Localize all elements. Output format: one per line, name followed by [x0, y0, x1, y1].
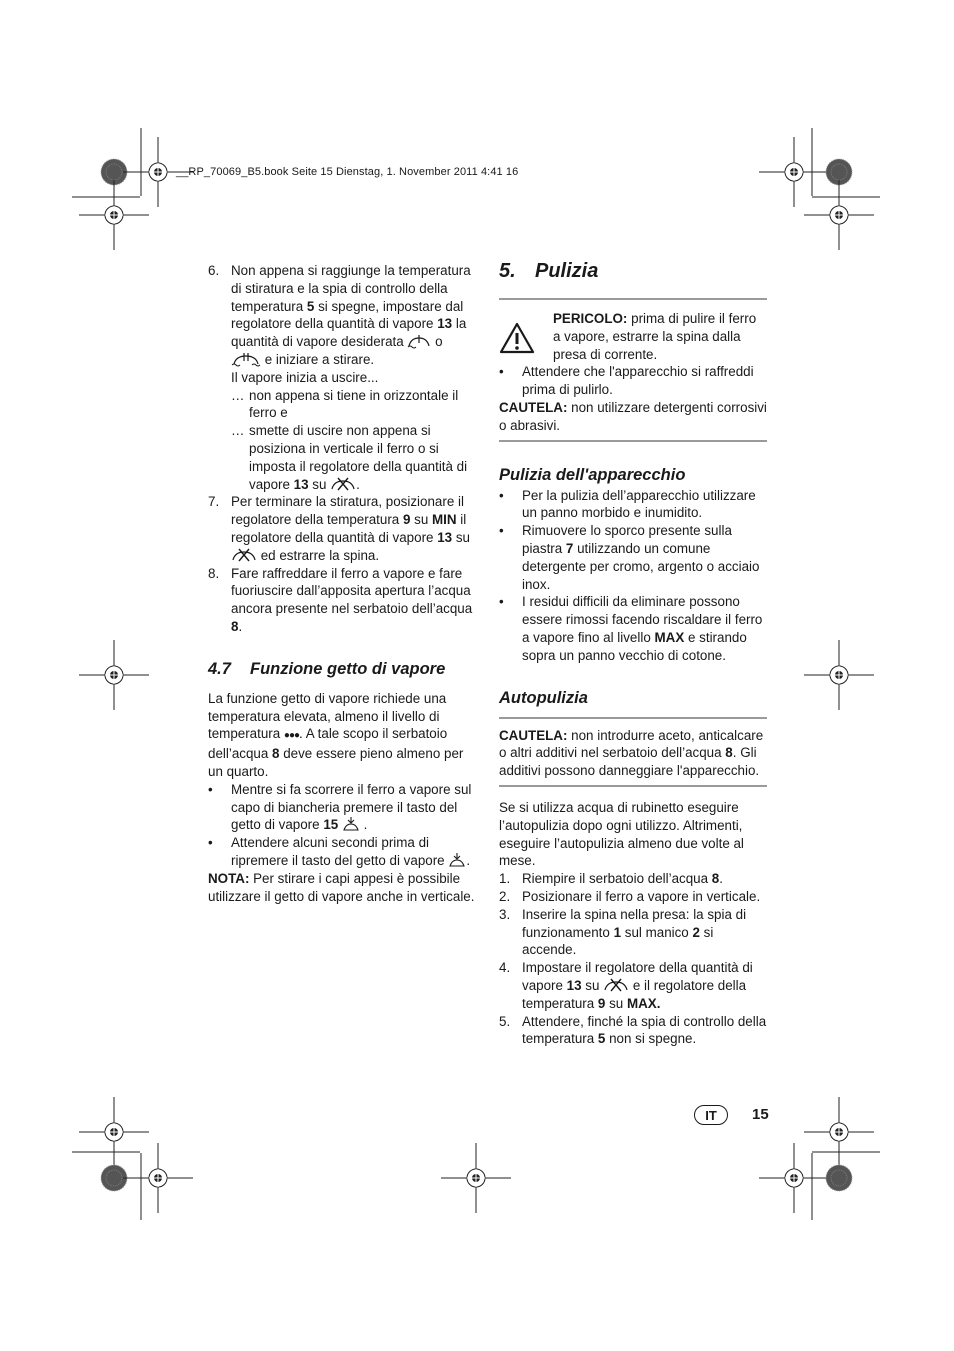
bullet-item	[208, 781, 478, 834]
item-number: 4.	[499, 960, 511, 976]
ref: 8	[272, 746, 280, 762]
bullet: •	[499, 523, 504, 539]
warning-text	[553, 310, 767, 363]
ellipsis-mark: …	[231, 387, 245, 403]
text: Se si utilizza acqua di rubinetto eseguire l’autopulizia dopo ogni utilizzo. Altrimenti, eseguire l’autopulizia almeno due volte al mese.	[499, 799, 744, 869]
text: . A tale scopo il serbatoio dell’acqua	[208, 726, 448, 762]
text: Non appena si raggiunge la temperatura di stiratura e la spia di controllo della temperatura	[231, 263, 471, 314]
text: Per la pulizia dell’apparecchio utilizzare un panno morbido e inumidito.	[522, 487, 756, 521]
ref: 13	[437, 529, 453, 545]
text: Fare raffreddare il ferro a vapore e fare fuoriuscire dall’apposita apertura l’acqua ancora presente nel serbatoio dell’acqua	[231, 565, 473, 617]
temperature-dots: ●●●	[283, 730, 300, 742]
divider	[499, 785, 767, 787]
divider	[499, 440, 767, 442]
text: su	[452, 529, 470, 545]
paragraph	[208, 690, 478, 781]
text: Inserire la spina nella presa: la spia di funzionamento	[522, 906, 747, 940]
ref: 1	[613, 924, 622, 940]
item-number: 7.	[208, 494, 220, 510]
ref: 7	[565, 540, 574, 556]
text: utilizzando un comune detergente per cromo, argento o acciaio inox.	[522, 540, 760, 592]
caution-label: CAUTELA:	[499, 727, 568, 743]
text: Riempire il serbatoio dell’acqua	[522, 871, 712, 887]
sub-item	[231, 387, 478, 423]
text: e il regolatore della temperatura	[522, 977, 747, 1011]
left-column	[208, 262, 478, 905]
divider	[499, 717, 767, 719]
text: e stirando sopra un panno vecchio di cotone.	[522, 629, 747, 663]
ref: 9	[597, 995, 606, 1011]
text: .	[719, 871, 723, 887]
text: non utilizzare detergenti corrosivi o abrasivi.	[499, 399, 767, 433]
section-title: Funzione getto di vapore	[250, 659, 446, 678]
text: smette di uscire non appena si posiziona in verticale il ferro o si imposta il regolatore della quantità di vapore	[249, 423, 468, 492]
text: deve essere pieno almeno per un quarto.	[208, 746, 464, 779]
text: ed estrarre la spina.	[257, 547, 380, 563]
steam-low-icon	[407, 334, 431, 349]
ref: 9	[402, 512, 411, 528]
bullet-item	[499, 487, 767, 523]
text: .	[356, 476, 360, 492]
text: il regolatore della quantità di vapore	[231, 512, 467, 545]
ref: MIN	[432, 512, 457, 528]
text: e iniziare a stirare.	[261, 351, 375, 367]
section-heading-5	[499, 258, 767, 284]
steam-off-icon	[603, 978, 629, 993]
ellipsis-mark: …	[231, 423, 245, 439]
ref: MAX	[654, 629, 685, 645]
note-label: NOTA:	[208, 870, 250, 886]
paragraph	[499, 799, 767, 870]
subsection-heading	[499, 464, 767, 486]
page-number: 15	[752, 1106, 769, 1123]
list-item-2	[499, 888, 767, 906]
list-item-4	[499, 959, 767, 1012]
print-header: __RP_70069_B5.book Seite 15 Dienstag, 1. November 2011 4:41 16	[176, 166, 519, 178]
ref: 8	[231, 618, 239, 634]
subsection-title: Autopulizia	[499, 688, 588, 707]
item-number: 1.	[499, 871, 511, 887]
text: non appena si tiene in orizzontale il ferro e	[249, 387, 459, 421]
caution	[499, 399, 767, 435]
list-item-7	[208, 493, 478, 564]
text: Attendere, finché la spia di controllo della temperatura	[522, 1013, 767, 1047]
steam-shot-icon	[342, 816, 360, 832]
text: o	[431, 334, 443, 350]
ref: MAX.	[626, 995, 661, 1011]
steam-high-icon	[231, 352, 261, 367]
language-badge: IT	[694, 1105, 728, 1125]
text: non si spegne.	[605, 1031, 697, 1047]
ref: 5	[597, 1031, 606, 1047]
section-number: 5.	[499, 260, 516, 282]
steam-off-icon	[330, 477, 356, 492]
warning-triangle-icon	[499, 322, 535, 354]
text: su	[581, 977, 604, 993]
ref: 2	[692, 924, 700, 940]
text: Per stirare i capi appesi è possibile utilizzare il getto di vapore anche in verticale.	[208, 870, 475, 904]
text: su	[605, 995, 627, 1011]
text: Impostare il regolatore della quantità di vapore	[522, 960, 753, 993]
subsection-heading	[499, 687, 767, 709]
text: Attendere che l'apparecchio si raffreddi prima di pulirlo.	[522, 364, 754, 398]
bullet: •	[499, 364, 504, 380]
text: .	[238, 618, 243, 634]
steam-shot-icon	[448, 852, 466, 868]
list-item-8	[208, 565, 478, 636]
steam-off-icon	[231, 548, 257, 563]
bullet: •	[208, 781, 213, 797]
text: la quantità di vapore desiderata	[231, 316, 467, 350]
text: La funzione getto di vapore richiede una temperatura elevata, almeno il livello di temperatura	[208, 690, 447, 742]
text: Il vapore inizia a uscire...	[231, 369, 379, 385]
ref: 8	[711, 871, 720, 887]
text: si accende.	[522, 924, 714, 958]
text: .	[359, 817, 368, 833]
ref: 5	[306, 298, 315, 314]
section-title: Pulizia	[535, 260, 599, 282]
item-number: 6.	[208, 263, 220, 278]
item-number: 2.	[499, 888, 511, 904]
warning-label: PERICOLO:	[553, 311, 628, 326]
text: su	[410, 512, 432, 528]
ref: 8	[725, 745, 733, 761]
list-item-3	[499, 906, 767, 959]
ref: 13	[437, 316, 453, 332]
sub-item	[231, 422, 478, 493]
ref: 13	[293, 476, 309, 492]
bullet-item	[208, 834, 478, 870]
text: Per terminare la stiratura, posizionare il regolatore della temperatura	[231, 494, 464, 528]
subsection-title: Pulizia dell'apparecchio	[499, 465, 686, 484]
note	[208, 870, 478, 906]
item-number: 5.	[499, 1013, 511, 1029]
text: . Gli additivi possono danneggiare l'apparecchio.	[499, 745, 760, 779]
section-heading-4-7	[208, 658, 478, 680]
bullet-item	[499, 363, 767, 399]
bullet-item	[499, 593, 767, 664]
text: Posizionare il ferro a vapore in verticale.	[522, 888, 761, 904]
text: Rimuovere lo sporco presente sulla piastra	[522, 523, 732, 556]
text: sul manico	[621, 924, 693, 940]
text: I residui difficili da eliminare possono essere rimossi facendo riscaldare il ferro a vapore fino al livello	[522, 594, 763, 645]
text: prima di pulire il ferro a vapore, estrarre la spina dalla presa di corrente.	[553, 311, 757, 362]
section-number: 4.7	[208, 659, 231, 678]
bullet: •	[208, 835, 213, 851]
item-number: 3.	[499, 906, 511, 922]
text: non introdurre aceto, anticalcare o altri additivi nel serbatoio dell’acqua	[499, 727, 764, 761]
caution-label: CAUTELA:	[499, 399, 568, 415]
list-item-1	[499, 870, 767, 888]
text: Mentre si fa scorrere il ferro a vapore sul capo di biancheria premere il tasto del getto di vapore	[231, 781, 472, 833]
list-item-5	[499, 1013, 767, 1049]
text: si spegne, impostare dal regolatore della quantità di vapore	[231, 298, 464, 332]
warning-box	[499, 310, 767, 363]
caution	[499, 727, 767, 780]
text: Attendere alcuni secondi prima di ripremere il tasto del getto di vapore	[231, 835, 449, 868]
text: .	[466, 852, 471, 868]
ref: 13	[566, 977, 582, 993]
divider	[499, 298, 767, 300]
bullet: •	[499, 487, 504, 503]
text: su	[308, 476, 331, 492]
bullet: •	[499, 594, 504, 610]
bullet-item	[499, 522, 767, 593]
right-column	[499, 258, 767, 1048]
ref: 15	[323, 817, 339, 833]
list-item-6	[208, 262, 478, 387]
item-number: 8.	[208, 565, 220, 581]
